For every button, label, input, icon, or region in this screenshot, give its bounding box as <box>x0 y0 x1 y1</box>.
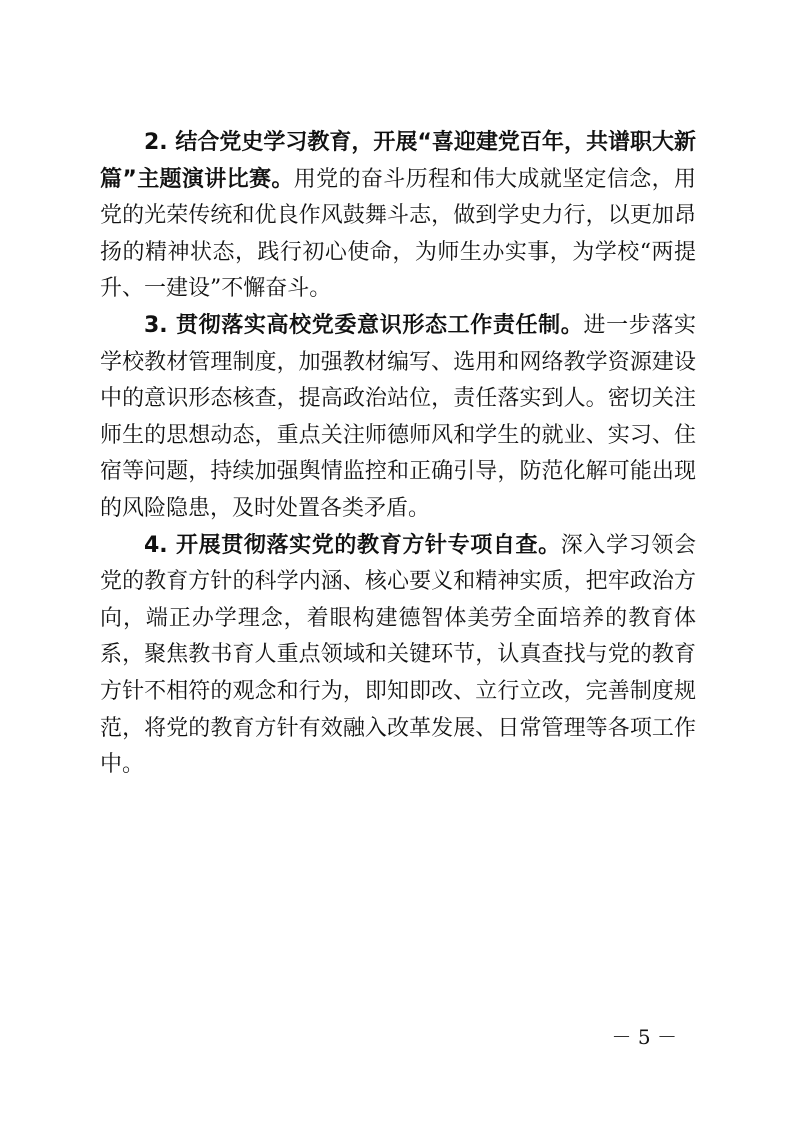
paragraph-item-2 <box>100 125 696 308</box>
paragraph-text: 用党的奋斗历程和伟大成就坚定信念，用党的光荣传统和优良作风鼓舞斗志，做到学史力行，以更加昂扬的精神状态，践行初心使命，为师生办实事，为学校“两提升、一建设”不懈奋斗。 <box>100 166 696 302</box>
paragraph-item-4 <box>100 528 696 784</box>
page-number: － 5 － <box>611 1025 677 1049</box>
paragraph-heading: 4. 开展贯彻落实党的教育方针专项自查。 <box>144 532 561 558</box>
paragraph-item-3 <box>100 308 696 528</box>
paragraph-heading: 2. 结合党史学习教育，开展“喜迎建党百年，共谱职大新篇”主题演讲比赛。 <box>100 130 696 192</box>
paragraph-heading: 3. 贯彻落实高校党委意识形态工作责任制。 <box>144 312 584 338</box>
document-body <box>100 125 696 784</box>
paragraph-text: 进一步落实学校教材管理制度，加强教材编写、选用和网络教学资源建设中的意识形态核查，提高政治站位，责任落实到人。密切关注师生的思想动态，重点关注师德师风和学生的就业、实习、住宿等问题，持续加强舆情监控和正确引导，防范化解可能出现的风险隐患，及时处置各类矛盾。 <box>100 312 696 521</box>
paragraph-text: 深入学习领会党的教育方针的科学内涵、核心要义和精神实质，把牢政治方向，端正办学理念，着眼构建德智体美劳全面培养的教育体系，聚焦教书育人重点领域和关键环节，认真查找与党的教育方针不相符的观念和行为，即知即改、立行立改，完善制度规范，将党的教育方针有效融入改革发展、日常管理等各项工作中。 <box>100 532 696 778</box>
